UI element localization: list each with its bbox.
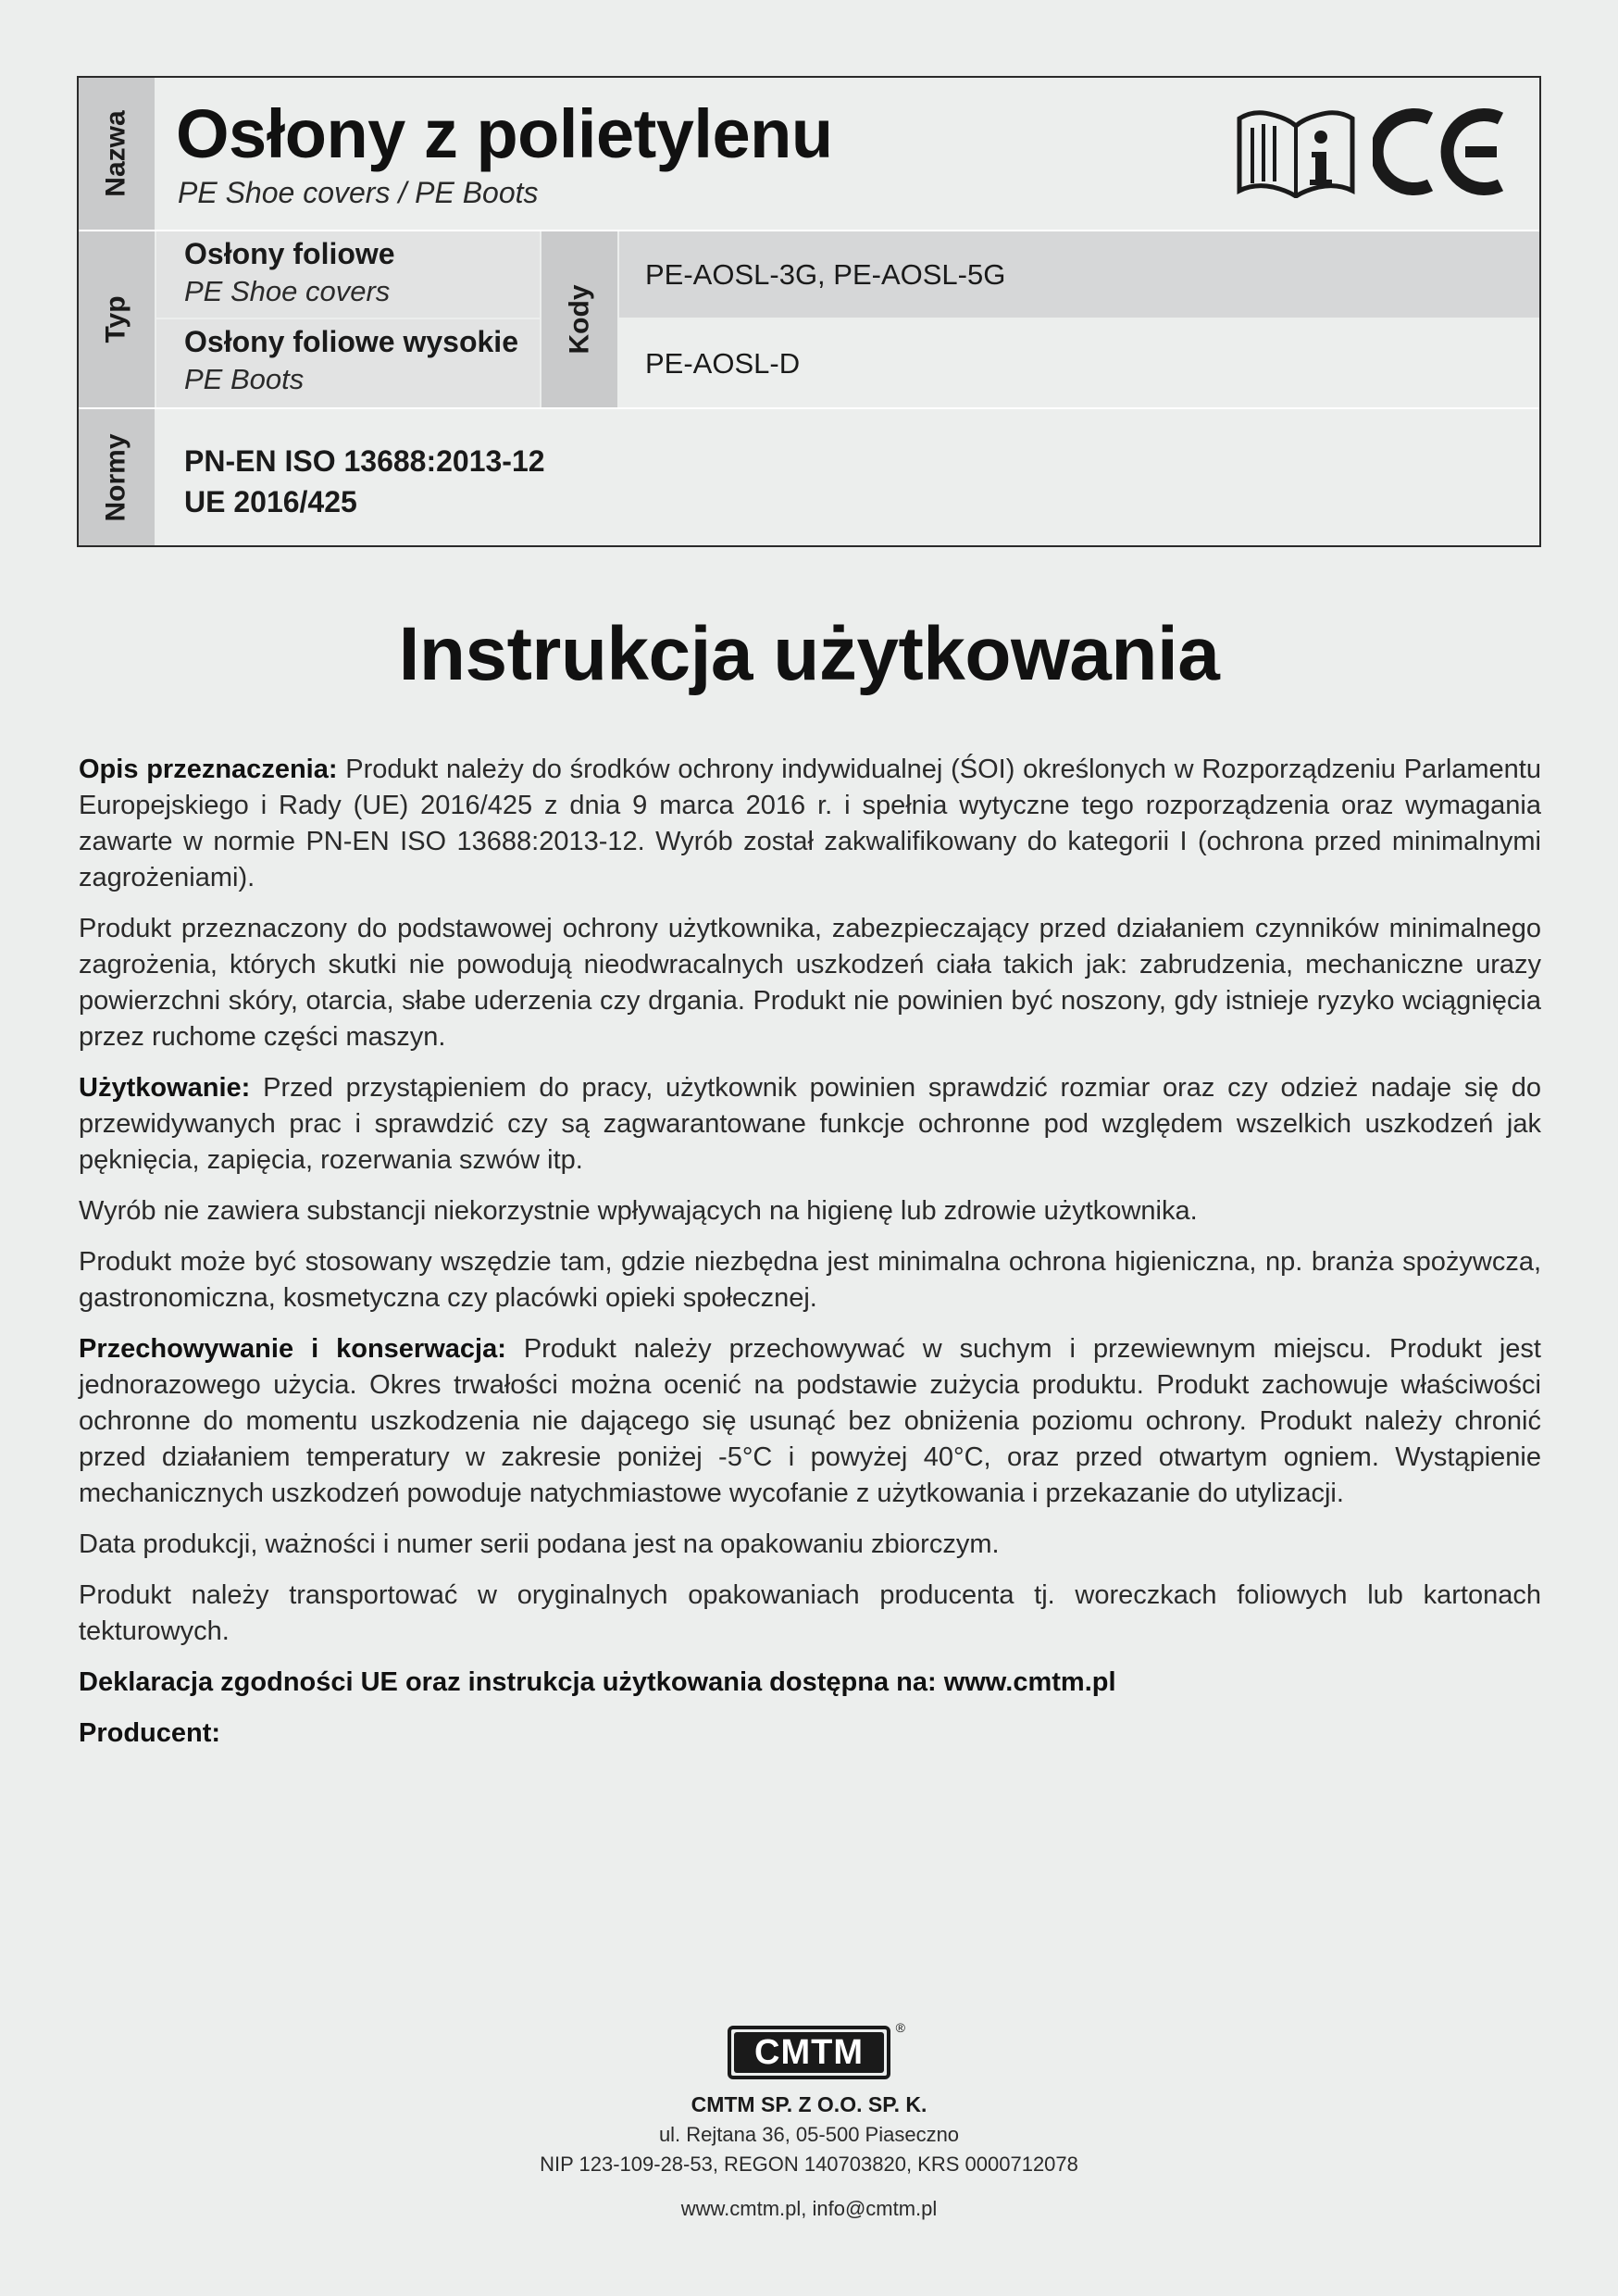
name-label-cell [79,78,155,230]
norm-item: PN-EN ISO 13688:2013-12 [184,444,545,478]
divider [79,407,1539,409]
paragraph-purpose [79,752,1541,896]
ce-mark-icon [1373,106,1512,198]
paragraph-storage [79,1331,1541,1512]
type-name-en: PE Shoe covers [184,275,391,307]
footer [0,2020,1618,2221]
purpose-text: Produkt należy do środków ochrony indywidualnej (ŚOI) określonych w Rozporządzeniu Parlamentu Europejskiego i Rady (UE) 2016/425 z dnia 9 marca 2016 r. i spełnia wytyczne tego rozporządzenia oraz wymagania zawarte w normie PN-EN ISO 13688:2013-12. Wyrób został zakwalifikowany do kategorii I (ochrona przed minimalnymi zagrożeniami). [79,755,1541,892]
norms-label: Normy [101,432,131,522]
code-value: PE-AOSL-D [619,319,1539,407]
type-label-cell [79,231,155,407]
declaration-text: Deklaracja zgodności UE oraz instrukcja użytkowania dostępna na: www.cmtm.pl [79,1667,1116,1697]
type-label: Typ [100,295,131,343]
page-title: Instrukcja użytkowania [398,612,1220,696]
code-value: PE-AOSL-3G, PE-AOSL-5G [619,231,1539,318]
product-title: Osłony z polietylenu [176,95,833,172]
norm-item: UE 2016/425 [184,485,357,518]
logo-text: CMTM [734,2032,884,2073]
instruction-book-icon [1236,106,1356,198]
type-name: Osłony foliowe [184,237,395,270]
codes-label-cell [541,231,617,407]
paragraph-application: Produkt może być stosowany wszędzie tam, gdzie niezbędna jest minimalna ochrona higieniczna, np. branża spożywcza, gastronomiczna, kosmetyczna czy placówki opieki społecznej. [79,1247,1541,1313]
storage-text: Produkt należy przechowywać w suchym i przewiewnym miejscu. Produkt jest jednorazowego użycia. Okres trwałości można ocenić na podstawie zużycia produktu. Produkt zachowuje właściwości ochronne do momentu uszkodzenia nie dającego się usunąć bez obniżenia poziomu ochrony. Produkt należy chronić przed działaniem temperatury w zakresie poniżej -5°C i powyżej 40°C, oraz przed otwartym ogniem. Wystąpienie mechanicznych uszkodzeń powoduje natychmiastowe wycofanie z użytkowania i przekazanie do utylizacji. [79,1334,1541,1508]
paragraph-declaration [79,1665,1541,1701]
usage-label: Użytkowanie: [79,1073,251,1103]
paragraph-producer [79,1716,1541,1752]
paragraph-protection: Produkt przeznaczony do podstawowej ochrony użytkownika, zabezpieczający przed działaniem czynników minimalnego zagrożenia, których skutki nie powodują nieodwracalnych uszkodzeń ciała takich jak: zabrudzenia, mechaniczne urazy powierzchni skóry, otarcia, słabe uderzenia czy drgania. Produkt nie powinien być noszony, gdy istnieje ryzyko wciągnięcia przez ruchome części maszyn. [79,914,1541,1052]
codes-label: Kody [564,284,594,355]
norms-label-cell [79,409,155,545]
storage-label: Przechowywanie i konserwacja: [79,1334,506,1364]
norms-list [184,441,545,522]
product-info-table [77,76,1541,547]
company-name: CMTM SP. Z O.O. SP. K. [691,2092,927,2116]
paragraph-transport: Produkt należy transportować w oryginalnych opakowaniach producenta tj. woreczkach foliowych lub kartonach tekturowych. [79,1580,1541,1646]
registered-mark: ® [895,2020,905,2035]
type-item [156,231,540,318]
producer-label: Producent: [79,1718,221,1748]
paragraph-hygiene: Wyrób nie zawiera substancji niekorzystnie wpływających na higienę lub zdrowie użytkownika. [79,1196,1198,1226]
type-name: Osłony foliowe wysokie [184,325,518,358]
paragraph-usage [79,1070,1541,1179]
instructions-body [79,752,1541,1766]
header-icons [1236,106,1512,198]
paragraph-production-date: Data produkcji, ważności i numer serii podana jest na opakowaniu zbiorczym. [79,1529,1000,1559]
usage-text: Przed przystąpieniem do pracy, użytkownik powinien sprawdzić rozmiar oraz czy odzież nadaje się do przewidywanych prac i sprawdzić czy są zagwarantowane funkcje ochronne pod względem wszelkich uszkodzeń jak pęknięcia, zapięcia, rozerwania szwów itp. [79,1073,1541,1175]
cmtm-logo [728,2020,905,2079]
company-contact: www.cmtm.pl, info@cmtm.pl [680,2197,938,2220]
product-subtitle: PE Shoe covers / PE Boots [178,176,539,209]
purpose-label: Opis przeznaczenia: [79,755,338,784]
name-label: Nazwa [101,110,131,197]
company-address: ul. Rejtana 36, 05-500 Piaseczno [658,2123,960,2146]
type-name-en: PE Boots [184,363,305,395]
company-ids: NIP 123-109-28-53, REGON 140703820, KRS 0000712078 [540,2152,1078,2176]
type-item [156,319,540,407]
